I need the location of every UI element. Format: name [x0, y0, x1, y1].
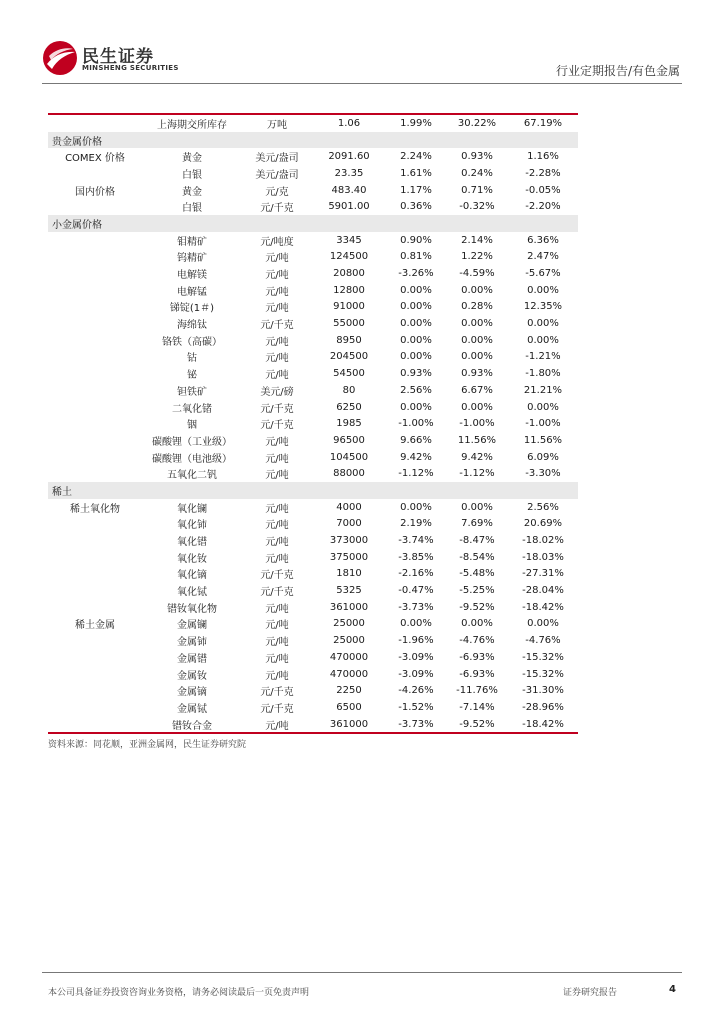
- group-cell: [48, 549, 142, 566]
- ytd-change-cell: 12.35%: [523, 301, 563, 313]
- document-type: 行业定期报告/有色金属: [555, 64, 680, 78]
- table-row: [48, 499, 578, 516]
- monthly-change-cell: 0.00%: [461, 618, 493, 630]
- price-cell: 361000: [329, 601, 369, 613]
- price-cell: 373000: [329, 535, 369, 547]
- weekly-change-cell: -0.47%: [398, 585, 434, 597]
- price-cell: 204500: [329, 351, 369, 363]
- table-row: [48, 299, 578, 316]
- item-cell: 五氧化二钒: [167, 470, 217, 482]
- table-row: [48, 616, 578, 633]
- group-cell: [48, 365, 142, 382]
- monthly-change-cell: 0.00%: [461, 401, 493, 413]
- monthly-change-cell: 0.71%: [461, 184, 493, 196]
- price-cell: 3345: [336, 234, 362, 246]
- monthly-change-cell: -5.25%: [459, 585, 495, 597]
- ytd-change-cell: -1.00%: [525, 418, 561, 430]
- ytd-change-cell: 20.69%: [523, 518, 563, 530]
- group-cell: [48, 666, 142, 683]
- item-cell: 金属铽: [177, 703, 207, 715]
- item-cell: 钴: [187, 353, 197, 365]
- unit-cell: 元/千克: [260, 703, 294, 715]
- table-row: [48, 649, 578, 666]
- ytd-change-cell: -18.42%: [508, 716, 578, 734]
- table-row: [48, 415, 578, 432]
- monthly-change-cell: 6.67%: [461, 384, 493, 396]
- item-cell: 金属铈: [177, 637, 207, 649]
- unit-cell: 元/吨: [265, 436, 289, 448]
- item-cell: 镨钕合金: [142, 716, 242, 734]
- unit-cell: 元/千克: [260, 203, 294, 215]
- unit-cell: 美元/盎司: [255, 153, 299, 165]
- price-cell: 12800: [333, 284, 365, 296]
- group-cell: [48, 299, 142, 316]
- monthly-change-cell: 9.42%: [461, 451, 493, 463]
- monthly-change-cell: 0.93%: [461, 368, 493, 380]
- weekly-change-cell: -1.96%: [398, 635, 434, 647]
- ytd-change-cell: 0.00%: [527, 318, 559, 330]
- table-row: [48, 532, 578, 549]
- weekly-change-cell: 0.00%: [400, 351, 432, 363]
- group-cell: [48, 198, 142, 215]
- price-cell: 96500: [333, 434, 365, 446]
- unit-cell: 元/吨度: [260, 236, 294, 248]
- item-cell: 氧化镧: [177, 503, 207, 515]
- weekly-change-cell: -2.16%: [398, 568, 434, 580]
- monthly-change-cell: -11.76%: [456, 685, 498, 697]
- monthly-change-cell: 0.00%: [461, 501, 493, 513]
- group-cell: [48, 249, 142, 266]
- group-cell: [48, 682, 142, 699]
- table-row: [48, 566, 578, 583]
- price-cell: 25000: [333, 618, 365, 630]
- ytd-change-cell: 0.00%: [527, 401, 559, 413]
- group-cell: [48, 566, 142, 583]
- group-cell: [48, 432, 142, 449]
- price-cell: 55000: [333, 318, 365, 330]
- group-cell: [48, 415, 142, 432]
- monthly-change-cell: -5.48%: [459, 568, 495, 580]
- unit-cell: 元/吨: [265, 620, 289, 632]
- unit-cell: 元/吨: [242, 716, 312, 734]
- monthly-change-cell: 0.00%: [461, 318, 493, 330]
- footer-disclaimer: 本公司具备证券投资咨询业务资格，请务必阅读最后一页免责声明: [48, 988, 310, 998]
- minsheng-logo-icon: [42, 40, 78, 76]
- group-cell: [48, 282, 142, 299]
- weekly-change-cell: 2.24%: [400, 151, 432, 163]
- item-cell: 金属镝: [177, 687, 207, 699]
- ytd-change-cell: 6.36%: [527, 234, 559, 246]
- group-cell: [48, 582, 142, 599]
- ytd-change-cell: -0.05%: [525, 184, 561, 196]
- weekly-change-cell: 0.00%: [400, 618, 432, 630]
- unit-cell: 元/千克: [260, 687, 294, 699]
- price-cell: 375000: [329, 551, 369, 563]
- monthly-change-cell: -1.00%: [459, 418, 495, 430]
- metal-price-table: [48, 115, 578, 734]
- item-cell: 碳酸锂（电池级）: [152, 453, 232, 465]
- table-row: [48, 182, 578, 199]
- price-cell: 25000: [333, 635, 365, 647]
- ytd-change-cell: 2.56%: [527, 501, 559, 513]
- price-cell: 6500: [336, 701, 362, 713]
- company-logo: [42, 40, 182, 76]
- item-cell: 金属钕: [177, 670, 207, 682]
- item-cell: 氧化钕: [177, 553, 207, 565]
- item-cell: 金属镧: [177, 620, 207, 632]
- unit-cell: 元/吨: [265, 470, 289, 482]
- ytd-change-cell: -3.30%: [525, 468, 561, 480]
- weekly-change-cell: 0.00%: [400, 334, 432, 346]
- item-cell: 氧化镝: [177, 570, 207, 582]
- section-label: 小金属价格: [48, 215, 578, 232]
- item-cell: 铋: [187, 370, 197, 382]
- group-cell: [48, 315, 142, 332]
- table-row: [48, 465, 578, 482]
- weekly-change-cell: -1.12%: [398, 468, 434, 480]
- weekly-change-cell: 9.42%: [400, 451, 432, 463]
- group-cell: COMEX 价格: [65, 153, 125, 165]
- item-cell: 钽铁矿: [177, 386, 207, 398]
- weekly-change-cell: 0.36%: [400, 201, 432, 213]
- group-cell: [48, 632, 142, 649]
- logo-text-cn: 民生证券: [82, 47, 154, 67]
- unit-cell: 元/千克: [260, 587, 294, 599]
- item-cell: 海绵钛: [177, 320, 207, 332]
- ytd-change-cell: -5.67%: [525, 268, 561, 280]
- ytd-change-cell: 67.19%: [523, 117, 563, 129]
- ytd-change-cell: 21.21%: [523, 384, 563, 396]
- price-cell: 470000: [329, 668, 369, 680]
- group-cell: [48, 649, 142, 666]
- monthly-change-cell: -9.52%: [459, 601, 495, 613]
- table-row: [48, 382, 578, 399]
- ytd-change-cell: 0.00%: [527, 618, 559, 630]
- ytd-change-cell: -15.32%: [522, 651, 564, 663]
- item-cell: 氧化铽: [177, 587, 207, 599]
- table-section-row: [48, 482, 578, 499]
- monthly-change-cell: 0.00%: [461, 351, 493, 363]
- ytd-change-cell: -2.20%: [525, 201, 561, 213]
- table-row: [48, 682, 578, 699]
- ytd-change-cell: 1.16%: [527, 151, 559, 163]
- group-cell: [48, 699, 142, 716]
- ytd-change-cell: -4.76%: [525, 635, 561, 647]
- weekly-change-cell: 0.90%: [400, 234, 432, 246]
- group-cell: [48, 115, 142, 132]
- price-cell: 6250: [336, 401, 362, 413]
- item-cell: 黄金: [182, 153, 202, 165]
- item-cell: 铬铁（高碳）: [162, 336, 222, 348]
- group-cell: [48, 349, 142, 366]
- weekly-change-cell: -3.26%: [398, 268, 434, 280]
- table-section-row: [48, 132, 578, 149]
- monthly-change-cell: -8.47%: [459, 535, 495, 547]
- ytd-change-cell: -27.31%: [522, 568, 564, 580]
- header-divider: [42, 83, 682, 84]
- table-row: [48, 282, 578, 299]
- table-row: [48, 666, 578, 683]
- weekly-change-cell: 0.00%: [400, 284, 432, 296]
- table-row: [48, 332, 578, 349]
- unit-cell: 元/吨: [265, 453, 289, 465]
- page-number: 4: [669, 984, 676, 995]
- unit-cell: 元/吨: [265, 670, 289, 682]
- group-cell: [48, 399, 142, 416]
- table-row: [48, 516, 578, 533]
- monthly-change-cell: 2.14%: [461, 234, 493, 246]
- weekly-change-cell: -3.09%: [398, 668, 434, 680]
- monthly-change-cell: 1.22%: [461, 251, 493, 263]
- weekly-change-cell: -3.09%: [398, 651, 434, 663]
- price-cell: 88000: [333, 468, 365, 480]
- group-cell: [48, 232, 142, 249]
- item-cell: 碳酸锂（工业级）: [152, 436, 232, 448]
- unit-cell: 元/吨: [265, 370, 289, 382]
- weekly-change-cell: 0.00%: [400, 318, 432, 330]
- item-cell: 铟: [187, 420, 197, 432]
- unit-cell: 元/吨: [265, 270, 289, 282]
- item-cell: 氧化镨: [177, 537, 207, 549]
- group-cell: [48, 465, 142, 482]
- price-cell: 124500: [329, 251, 369, 263]
- table-row: [48, 399, 578, 416]
- ytd-change-cell: -18.03%: [522, 551, 564, 563]
- price-cell: 4000: [336, 501, 362, 513]
- item-cell: 锑锭(1＃): [169, 303, 215, 315]
- price-cell: 2250: [336, 685, 362, 697]
- group-cell: [48, 265, 142, 282]
- weekly-change-cell: -1.52%: [398, 701, 434, 713]
- table-row: [48, 198, 578, 215]
- unit-cell: 元/吨: [265, 553, 289, 565]
- ytd-change-cell: -28.96%: [522, 701, 564, 713]
- monthly-change-cell: -4.76%: [459, 635, 495, 647]
- group-cell: 稀土氧化物: [70, 503, 120, 515]
- price-cell: 1810: [336, 568, 362, 580]
- unit-cell: 元/吨: [265, 537, 289, 549]
- monthly-change-cell: 11.56%: [457, 434, 497, 446]
- item-cell: 金属镨: [177, 653, 207, 665]
- data-source-note: 资料来源：同花顺，亚洲金属网，民生证券研究院: [48, 740, 247, 750]
- table-row: [48, 699, 578, 716]
- group-cell: [48, 332, 142, 349]
- weekly-change-cell: -3.74%: [398, 535, 434, 547]
- item-cell: 二氧化锗: [172, 403, 212, 415]
- unit-cell: 元/吨: [265, 637, 289, 649]
- weekly-change-cell: 0.00%: [400, 501, 432, 513]
- monthly-change-cell: -4.59%: [459, 268, 495, 280]
- weekly-change-cell: 0.00%: [400, 401, 432, 413]
- table-row: [48, 432, 578, 449]
- unit-cell: 元/千克: [260, 320, 294, 332]
- price-cell: 1985: [336, 418, 362, 430]
- monthly-change-cell: 0.24%: [461, 167, 493, 179]
- price-cell: 104500: [329, 451, 369, 463]
- unit-cell: 元/吨: [265, 353, 289, 365]
- table-section-row: [48, 215, 578, 232]
- table-row: [48, 165, 578, 182]
- price-cell: 80: [342, 384, 356, 396]
- monthly-change-cell: -8.54%: [459, 551, 495, 563]
- ytd-change-cell: -1.21%: [525, 351, 561, 363]
- table-row: [48, 315, 578, 332]
- weekly-change-cell: 9.66%: [400, 434, 432, 446]
- price-cell: 91000: [333, 301, 365, 313]
- item-cell: 钨精矿: [177, 253, 207, 265]
- group-cell: [48, 532, 142, 549]
- price-cell: 2091.60: [328, 151, 370, 163]
- logo-text-en: MINSHENG SECURITIES: [82, 64, 179, 72]
- monthly-change-cell: 0.28%: [461, 301, 493, 313]
- unit-cell: 元/千克: [260, 420, 294, 432]
- table-row: [48, 599, 578, 616]
- group-cell: [48, 516, 142, 533]
- ytd-change-cell: -2.28%: [525, 167, 561, 179]
- ytd-change-cell: -15.32%: [522, 668, 564, 680]
- ytd-change-cell: 0.00%: [527, 334, 559, 346]
- weekly-change-cell: -1.00%: [398, 418, 434, 430]
- group-cell: 国内价格: [75, 186, 115, 198]
- unit-cell: 美元/盎司: [255, 169, 299, 181]
- unit-cell: 元/吨: [265, 303, 289, 315]
- unit-cell: 元/吨: [265, 253, 289, 265]
- unit-cell: 美元/磅: [260, 386, 294, 398]
- table-row: [48, 632, 578, 649]
- ytd-change-cell: -18.42%: [522, 601, 564, 613]
- monthly-change-cell: -1.12%: [459, 468, 495, 480]
- price-cell: 483.40: [331, 184, 367, 196]
- item-cell: 电解镁: [177, 270, 207, 282]
- item-cell: 氧化铈: [177, 520, 207, 532]
- ytd-change-cell: -18.02%: [522, 535, 564, 547]
- ytd-change-cell: 6.09%: [527, 451, 559, 463]
- table-row: [48, 549, 578, 566]
- weekly-change-cell: -3.73%: [398, 601, 434, 613]
- price-cell: 5901.00: [328, 201, 370, 213]
- price-cell: 7000: [336, 518, 362, 530]
- group-cell: [48, 599, 142, 616]
- price-cell: 23.35: [334, 167, 364, 179]
- item-cell: 钼精矿: [177, 236, 207, 248]
- monthly-change-cell: -9.52%: [446, 716, 508, 734]
- unit-cell: 元/千克: [260, 570, 294, 582]
- monthly-change-cell: -6.93%: [459, 651, 495, 663]
- price-cell: 470000: [329, 651, 369, 663]
- weekly-change-cell: 1.99%: [400, 117, 432, 129]
- monthly-change-cell: 0.00%: [461, 284, 493, 296]
- price-cell: 1.06: [337, 117, 361, 129]
- price-cell: 54500: [333, 368, 365, 380]
- table-row: [48, 148, 578, 165]
- weekly-change-cell: 0.93%: [400, 368, 432, 380]
- footer-divider: [42, 972, 682, 973]
- price-cell: 361000: [312, 716, 386, 734]
- weekly-change-cell: 0.81%: [400, 251, 432, 263]
- section-label: 贵金属价格: [48, 132, 578, 149]
- weekly-change-cell: -4.26%: [398, 685, 434, 697]
- monthly-change-cell: 0.00%: [461, 334, 493, 346]
- weekly-change-cell: -3.85%: [398, 551, 434, 563]
- weekly-change-cell: 0.00%: [400, 301, 432, 313]
- weekly-change-cell: 1.61%: [400, 167, 432, 179]
- group-cell: [48, 716, 142, 734]
- table-row: [48, 716, 578, 734]
- table-row: [48, 249, 578, 266]
- unit-cell: 元/吨: [265, 336, 289, 348]
- table-row: [48, 349, 578, 366]
- weekly-change-cell: 2.19%: [400, 518, 432, 530]
- ytd-change-cell: 2.47%: [527, 251, 559, 263]
- table-row: [48, 232, 578, 249]
- group-cell: [48, 382, 142, 399]
- item-cell: 上海期交所库存: [157, 119, 227, 131]
- section-label: 稀土: [48, 482, 578, 499]
- table-row: [48, 449, 578, 466]
- monthly-change-cell: -7.14%: [459, 701, 495, 713]
- weekly-change-cell: 2.56%: [400, 384, 432, 396]
- unit-cell: 元/吨: [265, 653, 289, 665]
- ytd-change-cell: -1.80%: [525, 368, 561, 380]
- footer-report-type: 证券研究报告: [563, 988, 618, 998]
- ytd-change-cell: -31.30%: [522, 685, 564, 697]
- price-cell: 5325: [336, 585, 362, 597]
- price-cell: 20800: [333, 268, 365, 280]
- group-cell: [48, 165, 142, 182]
- monthly-change-cell: 30.22%: [457, 117, 497, 129]
- unit-cell: 万吨: [267, 119, 287, 131]
- table-row: [48, 365, 578, 382]
- item-cell: 电解锰: [177, 286, 207, 298]
- ytd-change-cell: 11.56%: [523, 434, 563, 446]
- price-cell: 8950: [336, 334, 362, 346]
- monthly-change-cell: -6.93%: [459, 668, 495, 680]
- group-cell: [48, 449, 142, 466]
- item-cell: 白银: [182, 169, 202, 181]
- item-cell: 白银: [182, 203, 202, 215]
- group-cell: 稀土金属: [75, 620, 115, 632]
- item-cell: 镨钕氧化物: [167, 603, 217, 615]
- table-row: [48, 582, 578, 599]
- ytd-change-cell: 0.00%: [527, 284, 559, 296]
- weekly-change-cell: 1.17%: [400, 184, 432, 196]
- unit-cell: 元/吨: [265, 603, 289, 615]
- unit-cell: 元/千克: [260, 403, 294, 415]
- monthly-change-cell: 7.69%: [461, 518, 493, 530]
- table-row: [48, 115, 578, 132]
- unit-cell: 元/吨: [265, 503, 289, 515]
- item-cell: 黄金: [182, 186, 202, 198]
- ytd-change-cell: -28.04%: [522, 585, 564, 597]
- unit-cell: 元/吨: [265, 286, 289, 298]
- monthly-change-cell: 0.93%: [461, 151, 493, 163]
- unit-cell: 元/吨: [265, 520, 289, 532]
- table-row: [48, 265, 578, 282]
- monthly-change-cell: -0.32%: [459, 201, 495, 213]
- weekly-change-cell: -3.73%: [386, 716, 446, 734]
- unit-cell: 元/克: [265, 186, 289, 198]
